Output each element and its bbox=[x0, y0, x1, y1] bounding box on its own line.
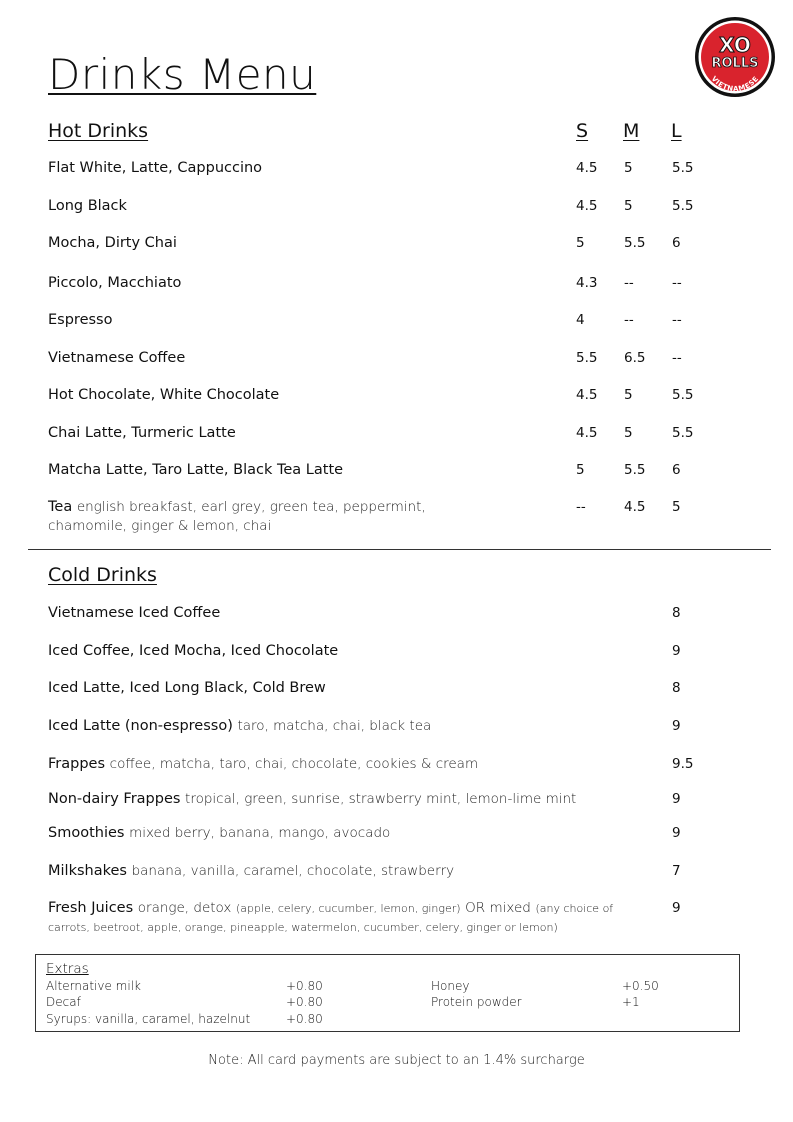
price-small: 4 bbox=[576, 312, 585, 328]
price-small: 4.3 bbox=[576, 275, 598, 291]
hot-drinks-heading: Hot Drinks bbox=[48, 120, 149, 142]
item-name: Fresh Juices bbox=[48, 900, 134, 916]
extras-label: Extras bbox=[46, 961, 89, 977]
extra-name: Alternative milk bbox=[46, 979, 141, 993]
price-large: 5 bbox=[672, 499, 681, 515]
extra-price: +0.80 bbox=[286, 995, 323, 1009]
extra-name: Protein powder bbox=[431, 995, 522, 1009]
item-description: coffee, matcha, taro, chai, chocolate, cookies & cream bbox=[109, 756, 479, 772]
payment-note: Note: All card payments are subject to an 1.4% surcharge bbox=[208, 1053, 585, 1068]
price-small: -- bbox=[576, 499, 586, 515]
item-description: banana, vanilla, caramel, chocolate, strawberry bbox=[131, 863, 455, 879]
price: 9 bbox=[672, 643, 681, 659]
price-large: 5.5 bbox=[672, 198, 694, 214]
price-small: 5 bbox=[576, 462, 585, 478]
item-name: Long Black bbox=[48, 198, 127, 214]
price: 8 bbox=[672, 680, 681, 696]
item-name: Flat White, Latte, Cappuccino bbox=[48, 160, 263, 176]
extra-price: +0.80 bbox=[286, 979, 323, 993]
price-medium: -- bbox=[624, 312, 634, 328]
price-large: 5.5 bbox=[672, 425, 694, 441]
item-name: Iced Coffee, Iced Mocha, Iced Chocolate bbox=[48, 643, 339, 659]
price-large: 5.5 bbox=[672, 387, 694, 403]
extra-name: Honey bbox=[431, 979, 470, 993]
price-medium: 6.5 bbox=[624, 350, 646, 366]
extras-box bbox=[35, 954, 740, 1032]
item-name: Non-dairy Frappes bbox=[48, 791, 181, 807]
item-name: Smoothies bbox=[48, 825, 125, 841]
price-medium: 5 bbox=[624, 425, 633, 441]
price-large: -- bbox=[672, 350, 682, 366]
size-medium-heading: M bbox=[623, 120, 640, 142]
item-name: Hot Chocolate, White Chocolate bbox=[48, 387, 280, 403]
price-small: 5 bbox=[576, 235, 585, 251]
price: 9.5 bbox=[672, 756, 694, 772]
item-name: Frappes bbox=[48, 756, 106, 772]
size-small-heading: S bbox=[576, 120, 589, 142]
price-medium: 5 bbox=[624, 160, 633, 176]
price-small: 5.5 bbox=[576, 350, 598, 366]
cold-drinks-heading: Cold Drinks bbox=[48, 564, 157, 586]
item-name: Chai Latte, Turmeric Latte bbox=[48, 425, 236, 441]
price-medium: -- bbox=[624, 275, 634, 291]
price-small: 4.5 bbox=[576, 198, 598, 214]
price: 7 bbox=[672, 863, 681, 879]
price-medium: 5 bbox=[624, 198, 633, 214]
page-title: Drinks Menu bbox=[48, 50, 317, 99]
item-description: mixed berry, banana, mango, avocado bbox=[129, 825, 391, 841]
item-name: Iced Latte, Iced Long Black, Cold Brew bbox=[48, 680, 326, 696]
extra-price: +0.80 bbox=[286, 1012, 323, 1026]
price-small: 4.5 bbox=[576, 160, 598, 176]
item-name: Matcha Latte, Taro Latte, Black Tea Latte bbox=[48, 462, 344, 478]
logo-top-text: XO bbox=[719, 33, 751, 57]
item-description-or: OR mixed bbox=[465, 900, 531, 916]
price: 9 bbox=[672, 900, 681, 916]
extra-price: +0.50 bbox=[622, 979, 659, 993]
item-description: taro, matcha, chai, black tea bbox=[237, 718, 432, 734]
logo-arc-text: VIETNAMESE bbox=[709, 74, 761, 94]
item-description-detail: (apple, celery, cucumber, lemon, ginger) bbox=[236, 902, 461, 915]
price: 9 bbox=[672, 791, 681, 807]
price: 9 bbox=[672, 825, 681, 841]
item-name: Iced Latte (non-espresso) bbox=[48, 718, 233, 734]
item-description: english breakfast, earl grey, green tea, peppermint, chamomile, ginger & lemon, chai bbox=[48, 499, 426, 534]
price: 9 bbox=[672, 718, 681, 734]
extra-price: +1 bbox=[622, 995, 640, 1009]
price-small: 4.5 bbox=[576, 425, 598, 441]
price-large: -- bbox=[672, 275, 682, 291]
price-large: -- bbox=[672, 312, 682, 328]
price-medium: 5 bbox=[624, 387, 633, 403]
price-medium: 5.5 bbox=[624, 235, 646, 251]
item-name: Vietnamese Coffee bbox=[48, 350, 186, 366]
item-name: Espresso bbox=[48, 312, 113, 328]
xo-rolls-logo bbox=[694, 16, 776, 98]
item-name: Vietnamese Iced Coffee bbox=[48, 605, 221, 621]
logo-mid-text: ROLLS bbox=[711, 56, 759, 71]
price-large: 5.5 bbox=[672, 160, 694, 176]
extra-name: Syrups: vanilla, caramel, hazelnut bbox=[46, 1012, 251, 1026]
section-divider bbox=[28, 549, 771, 550]
price: 8 bbox=[672, 605, 681, 621]
item-description: tropical, green, sunrise, strawberry mint, lemon-lime mint bbox=[185, 791, 577, 807]
price-small: 4.5 bbox=[576, 387, 598, 403]
item-name: Mocha, Dirty Chai bbox=[48, 235, 177, 251]
extra-name: Decaf bbox=[46, 995, 81, 1009]
item-name: Piccolo, Macchiato bbox=[48, 275, 182, 291]
item-name: Milkshakes bbox=[48, 863, 127, 879]
item-name: Tea bbox=[48, 499, 73, 515]
price-large: 6 bbox=[672, 235, 681, 251]
item-description: orange, detox bbox=[137, 900, 232, 916]
size-large-heading: L bbox=[671, 120, 682, 142]
item-description-detail: (any choice of carrots, beetroot, apple, orange, pineapple, watermelon, cucumber, celery, ginger or lemon) bbox=[48, 902, 614, 934]
price-large: 6 bbox=[672, 462, 681, 478]
price-medium: 4.5 bbox=[624, 499, 646, 515]
price-medium: 5.5 bbox=[624, 462, 646, 478]
